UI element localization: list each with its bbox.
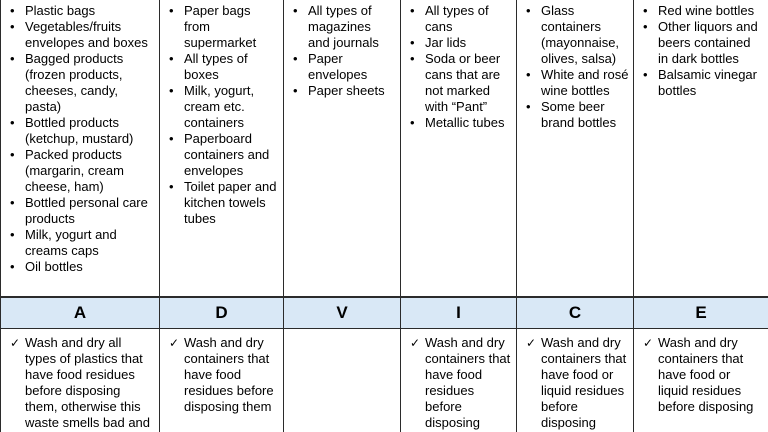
list-item: • Jar lids xyxy=(425,35,512,51)
column-e-items xyxy=(634,0,768,297)
column-letter-e: E xyxy=(634,297,768,329)
list-item: • Vegetables/fruits envelopes and boxes xyxy=(25,19,155,51)
tip-list xyxy=(634,329,768,415)
column-a-tip xyxy=(0,329,160,432)
column-letter-d: D xyxy=(160,297,284,329)
item-list xyxy=(401,0,516,131)
list-item: • Some beer brand bottles xyxy=(541,99,629,131)
list-item: • Paper sheets xyxy=(308,83,396,99)
item-list xyxy=(517,0,633,131)
list-item: • Paper bags from supermarket xyxy=(184,3,279,51)
tip-item: ✓ Wash and dry containers that have food or liquid residues before disposing xyxy=(658,335,764,415)
list-item: • Toilet paper and kitchen towels tubes xyxy=(184,179,279,227)
list-item: • All types of boxes xyxy=(184,51,279,83)
item-list xyxy=(1,0,159,275)
column-e-tip xyxy=(634,329,768,432)
list-item: • Plastic bags xyxy=(25,3,155,19)
tip-list xyxy=(160,329,283,415)
list-item: • Oil bottles xyxy=(25,259,155,275)
list-item: • Bagged products (frozen products, cheeses, candy, pasta) xyxy=(25,51,155,115)
tip-list xyxy=(517,329,633,431)
column-letter-c: C xyxy=(517,297,634,329)
list-item: • Bottled products (ketchup, mustard) xyxy=(25,115,155,147)
column-i-items xyxy=(401,0,517,297)
item-list xyxy=(160,0,283,227)
list-item: • Milk, yogurt and creams caps xyxy=(25,227,155,259)
list-item: • Red wine bottles xyxy=(658,3,764,19)
column-letter-a: A xyxy=(0,297,160,329)
tip-list xyxy=(1,329,159,431)
column-i-tip xyxy=(401,329,517,432)
list-item: • All types of magazines and journals xyxy=(308,3,396,51)
list-item: • Paper envelopes xyxy=(308,51,396,83)
item-list xyxy=(634,0,768,99)
column-c-items xyxy=(517,0,634,297)
list-item: • Soda or beer cans that are not marked with “Pant” xyxy=(425,51,512,115)
list-item: • All types of cans xyxy=(425,3,512,35)
column-a-items xyxy=(0,0,160,297)
list-item: • Glass containers (mayonnaise, olives, salsa) xyxy=(541,3,629,67)
list-item: • Milk, yogurt, cream etc. containers xyxy=(184,83,279,131)
list-item: • Packed products (margarin, cream cheese, ham) xyxy=(25,147,155,195)
list-item: • Bottled personal care products xyxy=(25,195,155,227)
tip-item: ✓ Wash and dry containers that have food residues before disposing xyxy=(425,335,512,431)
column-v-items xyxy=(284,0,401,297)
list-item: • Metallic tubes xyxy=(425,115,512,131)
item-list xyxy=(284,0,400,99)
tip-item: ✓ Wash and dry all types of plastics that have food residues before disposing them, otherwise this waste smells bad and xyxy=(25,335,155,431)
tip-item: ✓ Wash and dry containers that have food or liquid residues before disposing xyxy=(541,335,629,431)
column-letter-v: V xyxy=(284,297,401,329)
tip-item: ✓ Wash and dry containers that have food residues before disposing them xyxy=(184,335,279,415)
list-item: • Paperboard containers and envelopes xyxy=(184,131,279,179)
list-item: • Balsamic vinegar bottles xyxy=(658,67,764,99)
column-d-items xyxy=(160,0,284,297)
list-item: • Other liquors and beers contained in dark bottles xyxy=(658,19,764,67)
column-d-tip xyxy=(160,329,284,432)
tip-list xyxy=(401,329,516,431)
column-letter-i: I xyxy=(401,297,517,329)
column-v-tip xyxy=(284,329,401,432)
column-c-tip xyxy=(517,329,634,432)
list-item: • White and rosé wine bottles xyxy=(541,67,629,99)
